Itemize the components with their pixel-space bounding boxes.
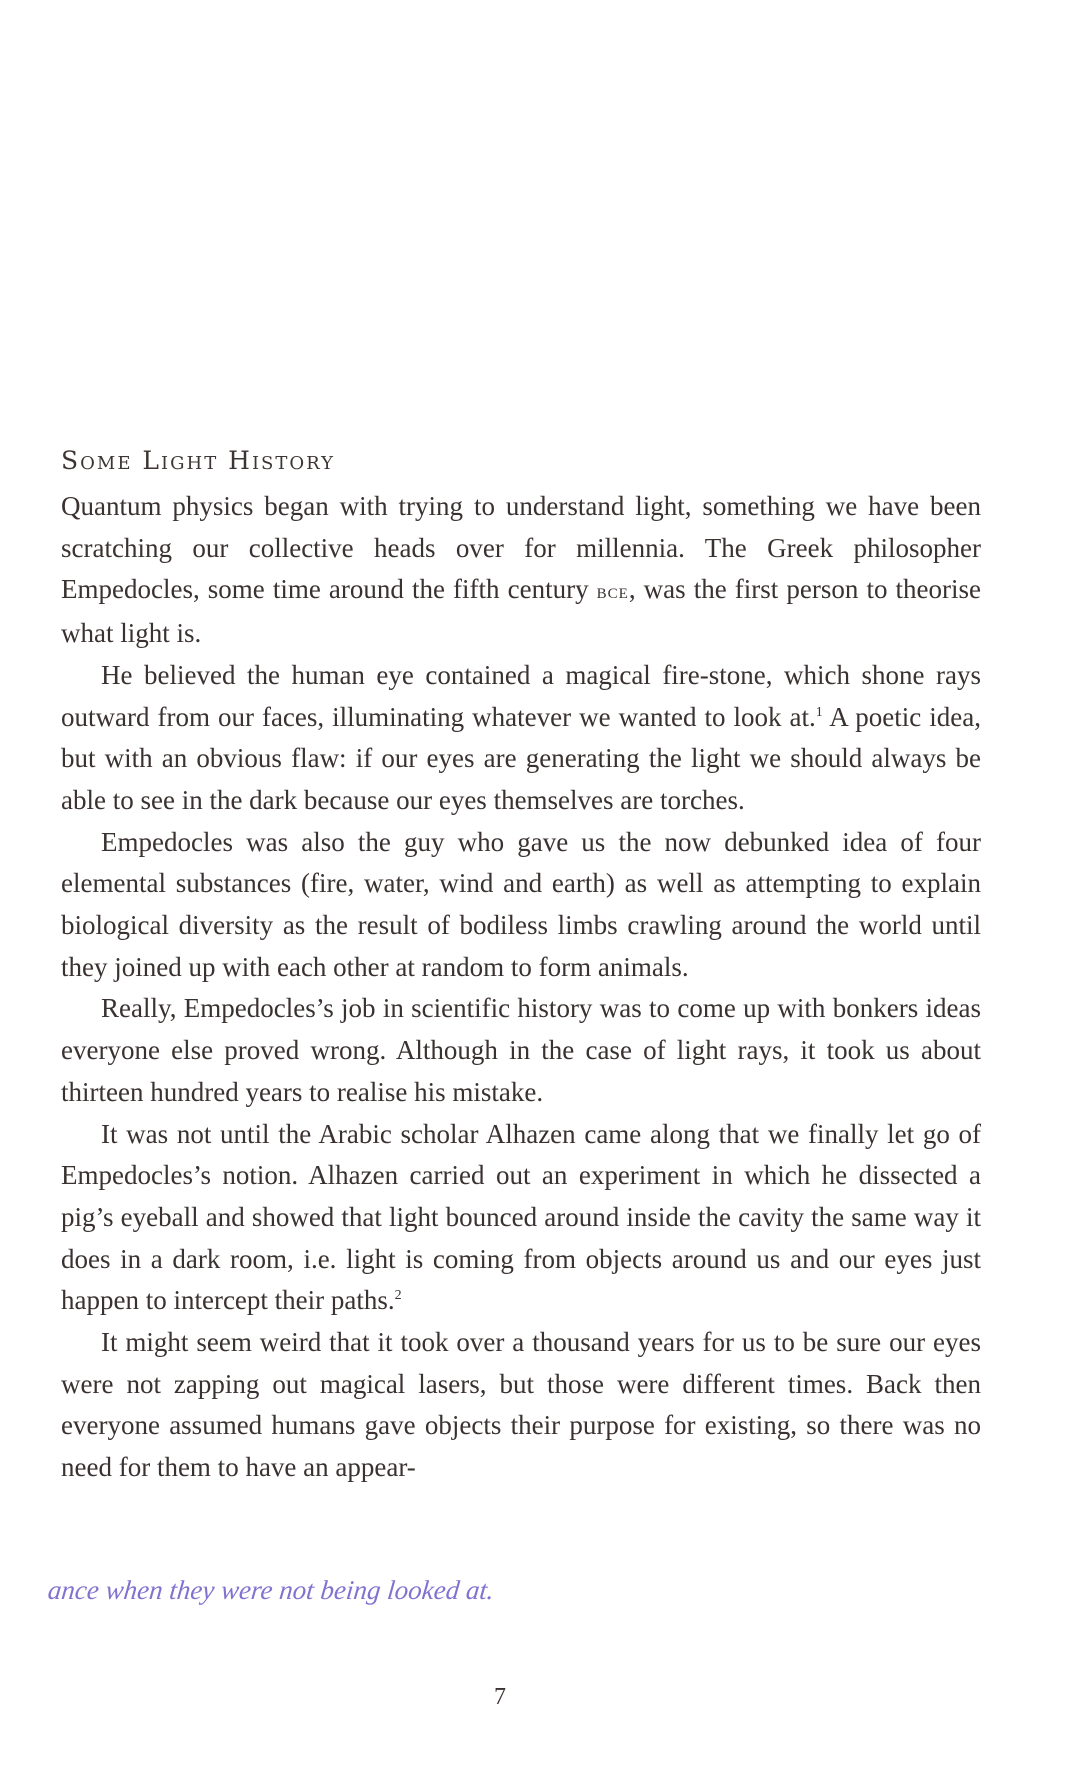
footnote-marker-1: 1 <box>815 704 823 720</box>
trailing-fragment: ance when they were not being looked at. <box>46 1575 496 1605</box>
paragraph-1 <box>61 486 981 655</box>
paragraph-5-text-a: It was not until the Arabic scholar Alhazen came along that we finally let go of Empedocles’s notion. Alhazen carried out an experiment in which he dissected a pig’s eyeball and showed that light bounced around inside the cavity the same way it does in a dark room, i.e. light is coming from objects around us and our eyes just happen to intercept their paths. <box>61 1118 981 1316</box>
era-abbreviation: bce <box>596 579 629 604</box>
paragraph-6: It might seem weird that it took over a thousand years for us to be sure our eyes were not zapping out magical lasers, but those were different times. Back then everyone assumed humans gave objects their purpose for existing, so there was no need for them to have an appear- <box>61 1327 981 1483</box>
section-heading: Some Light History <box>61 446 336 475</box>
paragraph-2-text-b: A poetic idea, but with an obvious flaw: if our eyes are generating the light we should always be able to see in the dark because our eyes themselves are torches. <box>61 701 981 815</box>
page-number: 7 <box>494 1684 506 1710</box>
paragraph-2-text-a: He believed the human eye contained a magical fire-stone, which shone rays outward from our faces, illuminating whatever we wanted to look at. <box>61 659 981 732</box>
paragraph-4: Really, Empedocles’s job in scientific history was to come up with bonkers ideas everyone else proved wrong. Although in the case of light rays, it took us about thirteen hundred years to realise his mistake. <box>61 993 981 1107</box>
paragraph-5 <box>61 1114 981 1323</box>
paragraph-2 <box>61 655 981 822</box>
body-text <box>61 486 981 1489</box>
footnote-marker-2: 2 <box>394 1288 402 1304</box>
paragraph-1-text-a: Quantum physics began with trying to understand light, something we have been scratching our collective heads over for millennia. The Greek philosopher Empedocles, some time around the fifth century <box>61 491 981 605</box>
paragraph-1-text-b: , was the first person to theorise what light is. <box>61 574 981 649</box>
paragraph-3: Empedocles was also the guy who gave us the now debunked idea of four elemental substances (fire, water, wind and earth) as well as attempting to explain biological diversity as the result of bodiless limbs crawling around the world until they joined up with each other at random to form animals. <box>61 826 981 982</box>
